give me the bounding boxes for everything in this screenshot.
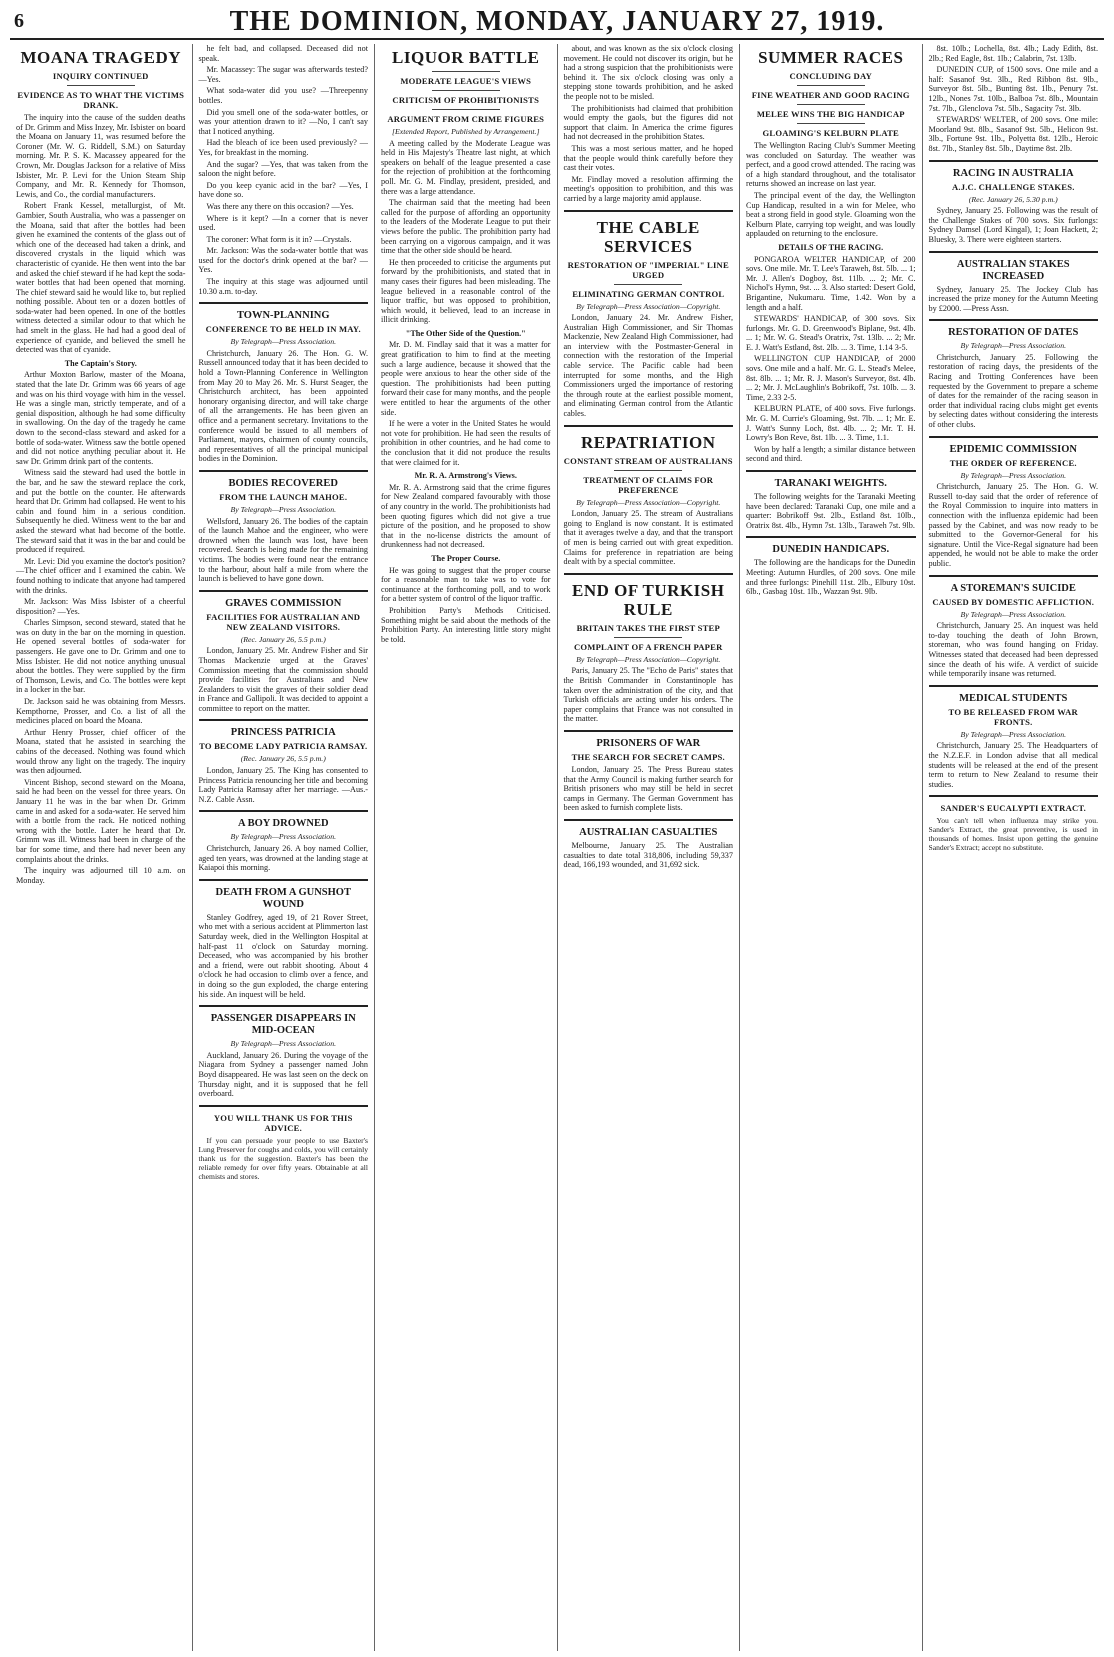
paragraph: The following are the handicaps for the Dunedin Meeting: Autumn Hurdles, of 200 sovs. One mile and three furlongs: Pinehill 11st. 2lb., Elbury 10st. 6lb., Gasbag 10st. 1lb., Wazzan 9st. 9lb. (746, 558, 916, 597)
byline: By Telegraph—Press Association. (230, 832, 337, 842)
divider (797, 104, 865, 105)
paragraph: Christchurch, January 25. An inquest was held to-day touching the death of John Brown, storeman, who was found hanging on Friday. Witnesses stated that deceased had been depressed since the death of his wife. A verdict of suicide while temporarily insane was returned. (928, 621, 1098, 679)
paragraph: The inquiry into the cause of the sudden deaths of Dr. Grimm and Miss Inzey, Mr. Isbister on board the Moana on January 11, was resumed before the Coroner (Mr. W. G. Riddell, S.M.) on Saturday morning. Mr. P. S. K. Macassey appeared for the Crown, Mr. Douglas Jackson for a relative of Miss Isbister, Mr. P. Levi for the Union Steam Ship Company, and Mr. R. Kennedy for Thomson, Lewis, and Co., the cordial manufacturers. (16, 113, 186, 199)
subhead: CONCLUDING DAY (789, 71, 872, 81)
divider (929, 251, 1099, 253)
paragraph: He then proceeded to criticise the arguments put forward by the prohibitionists, and stated that in many cases their figures had been misleading. The league believed in a reasonable control of the liquor traffic, but was opposed to prohibition, which would, it believed, lead to an increase in illicit drinking. (381, 257, 551, 325)
byline: By Telegraph—Press Association—Copyright. (576, 301, 721, 311)
paragraph: Christchurch, January 26. A boy named Collier, aged ten years, was drowned at the landing stage at Kaiapoi this morning. (198, 844, 368, 873)
headline-graves-commission: GRAVES COMMISSION (225, 597, 342, 609)
column-1 (10, 44, 193, 1651)
paragraph: 8st. 10lb.; Lochella, 8st. 4lb.; Lady Edith, 8st. 2lb.; Red Eagle, 8st. 1lb.; Calabrin, 7st. 13lb. (928, 44, 1098, 63)
divider (564, 573, 734, 575)
subhead: GLOAMING'S KELBURN PLATE (762, 128, 899, 138)
headline-boy-drowned: A BOY DROWNED (237, 818, 329, 830)
paragraph: London, January 25. The King has consented to Princess Patricia renouncing her title and becoming Lady Patricia Ramsay after her marriage. —Aus.-N.Z. Cable Assn. (198, 766, 368, 804)
subhead: BRITAIN TAKES THE FIRST STEP (576, 622, 720, 633)
headline-turkish-rule: END OF TURKISH RULE (572, 580, 725, 619)
byline: By Telegraph—Press Association. (230, 504, 337, 514)
divider (564, 730, 734, 732)
masthead (10, 4, 1104, 40)
headline-dunedin-handicaps: DUNEDIN HANDICAPS. (772, 544, 890, 556)
divider (614, 284, 682, 285)
divider (929, 436, 1099, 438)
subhead: ELIMINATING GERMAN CONTROL (572, 288, 725, 299)
subhead: COMPLAINT OF A FRENCH PAPER (574, 641, 723, 652)
paragraph: Paris, January 25. The "Echo de Paris" states that the British Commander in Constantinople has taken over the administration of the city, and that Turkish officials are acting under his orders. The paper complains that France was not consulted in the matter. (563, 666, 733, 724)
paragraph: Charles Simpson, second steward, stated that he was on duty in the bar on the morning in question. He opened several bottles of soda-water for passengers. He gave one to Dr. Grimm and one to Miss Isbister. He did not notice anything unusual about the bottles. They were supplied by the firm of Thomson, Lewis, and Co. The bottles were kept in a locker in the bar. (16, 618, 186, 695)
paragraph: Mr. D. M. Findlay said that it was a matter for great gratification to him to find at the meeting such a large audience, because it showed that the people were anxious to hear the other side of the question. The prohibitionists had been putting forward their case for many months, and the people were entitled to hear the arguments of the other side. (381, 340, 551, 417)
paragraph: London, January 25. Mr. Andrew Fisher and Sir Thomas Mackenzie urged at the Graves' Commission meeting that the commission should provide facilities for Australians and New Zealanders to visit the graves of their soldier dead in France and Gallipoli. It was decided to appoint a committee to report on the matter. (198, 646, 368, 713)
paragraph: London, January 25. The Press Bureau states that the Army Council is making further search for British prisoners who may still be held in secret camps in Germany. The German Government has been asked to furnish complete lists. (563, 764, 733, 813)
subhead: CONFERENCE TO BE HELD IN MAY. (205, 324, 361, 335)
divider (746, 536, 916, 538)
divider (929, 160, 1099, 162)
headline-stakes-increased: AUSTRALIAN STAKES INCREASED (956, 258, 1070, 282)
headline-medical-students: MEDICAL STUDENTS (959, 692, 1068, 704)
headline-epidemic-commission: EPIDEMIC COMMISSION (949, 443, 1077, 455)
newspaper-columns (10, 44, 1104, 1651)
paragraph: he felt bad, and collapsed. Deceased did not speak. (198, 44, 368, 63)
divider (746, 470, 916, 472)
divider (199, 719, 369, 721)
paragraph: Mr. R. A. Armstrong said that the crime figures for New Zealand compared favourably with those of any country in the world. The prohibitionists had been quoting figures which did not give a true picture of the position, and he proposed to show that in the no-license districts the amount of drunkenness had not decreased. (381, 482, 551, 550)
divider (929, 575, 1099, 577)
inline-subhead: "The Other Side of the Question." (405, 328, 526, 338)
subhead: TO BE RELEASED FROM WAR FRONTS. (948, 706, 1078, 727)
subhead: FACILITIES FOR AUSTRALIAN AND NEW ZEALAND VISITORS. (206, 611, 361, 632)
byline: By Telegraph—Press Association. (960, 609, 1067, 619)
inline-subhead: The Proper Course. (431, 553, 501, 563)
headline-taranaki-weights: TARANAKI WEIGHTS. (774, 478, 887, 489)
divider (67, 85, 135, 86)
paragraph: Christchurch, January 25. The Headquarters of the N.Z.E.F. in London advise that all medical students will be released at the end of the present term to return to New Zealand to resume their studies. (928, 741, 1098, 789)
paragraph: A meeting called by the Moderate League was held in His Majesty's Theatre last night, at which speakers on behalf of the league presented a case for the rejection of prohibition at the forthcoming poll. Mr. G. M. Findlay, president, presided, and there was a large attendance. (381, 138, 551, 196)
headline-bodies-recovered: BODIES RECOVERED (228, 477, 338, 489)
headline-moana-tragedy: MOANA TRAGEDY (20, 48, 182, 67)
column-2 (193, 44, 376, 1651)
column-3 (375, 44, 558, 1651)
divider (199, 879, 369, 881)
divider (929, 795, 1099, 797)
byline: (Rec. January 26, 5.30 p.m.) (968, 194, 1058, 204)
paragraph: STEWARDS' WELTER, of 200 sovs. One mile: Moorland 9st. 8lb., Sasanof 9st. 5lb., Helicon 9st. 3lb., Fortune 9st. 1lb., Polyetta 8st. 12lb., Heroic 8st. 7lb., Stanley 8st. 5lb., Daytime 8st. 2lb. (928, 115, 1098, 153)
divider (564, 425, 734, 427)
subhead: ARGUMENT FROM CRIME FIGURES (387, 114, 545, 124)
paragraph: This was a most serious matter, and he hoped that the people would think carefully before they cast their votes. (563, 143, 733, 173)
subhead: THE ORDER OF REFERENCE. (949, 457, 1077, 468)
paragraph: Won by half a length; a similar distance between second and third. (746, 444, 916, 464)
paragraph: The coroner: What form is it in? —Crystals. (206, 234, 352, 244)
advertisement-heading: SANDER'S EUCALYPTI EXTRACT. (940, 803, 1087, 814)
byline: By Telegraph—Press Association. (960, 470, 1067, 480)
divider (564, 210, 734, 212)
paragraph: Mr. Macassey: The sugar was afterwards tested? —Yes. (198, 65, 368, 84)
paragraph: Mr. Jackson: Was Miss Isbister of a cheerful disposition? —Yes. (16, 597, 186, 616)
column-6 (923, 44, 1105, 1651)
subhead: TO BECOME LADY PATRICIA RAMSAY. (199, 741, 368, 752)
subhead: CAUSED BY DOMESTIC AFFLICTION. (932, 596, 1095, 607)
divider (797, 85, 865, 86)
headline-storemans-suicide: A STOREMAN'S SUICIDE (950, 582, 1076, 594)
byline: By Telegraph—Press Association—Copyright. (576, 497, 721, 507)
headline-restoration-of-dates: RESTORATION OF DATES (948, 327, 1079, 339)
subhead: A.J.C. CHALLENGE STAKES. (951, 181, 1075, 192)
headline-racing-in-australia: RACING IN AUSTRALIA (952, 167, 1074, 179)
paragraph: KELBURN PLATE, of 400 sovs. Five furlongs. Mr. G. M. Currie's Gloaming, 9st. 7lb. ... 1; Mr. E. J. Watt's Sunny Loch, 8st. 4lb. ... 2; Mr. T. H. Lowry's Bon Reve, 8st. 1lb. ... 3. Time, 1.1. (746, 404, 916, 443)
paragraph: Auckland, January 26. During the voyage of the Niagara from Sydney a passenger named John Boyd disappeared. He was last seen on the deck on Thursday night, and it is supposed that he fell overboard. (198, 1050, 368, 1099)
byline: By Telegraph—Press Association. (230, 337, 337, 347)
paragraph: The chairman said that the meeting had been called for the purpose of affording an opportunity to the leaders of the Moderate League to put their views before the public. The prohibition party had been carrying on a vigorous campaign, and it was time that the other side should be heard. (381, 198, 551, 256)
paragraph: Where is it kept? —In a corner that is never used. (198, 213, 368, 233)
byline: By Telegraph—Press Association—Copyright. (576, 654, 721, 664)
paragraph: STEWARDS' HANDICAP, of 300 sovs. Six furlongs. Mr. G. D. Greenwood's Biplane, 9st. 4lb. ... 1; Mr. W. G. Stead's Oratrix, 7st. 13lb. ... 2; Mr. E. J. Watt's Estland, 8st. 2lb. ... 3. Time, 1.14 3-5. (746, 314, 916, 352)
headline-liquor-battle: LIQUOR BATTLE (392, 48, 540, 67)
paragraph: Did you smell one of the soda-water bottles, or was your attention drawn to it? —No, I can't say that I noticed anything. (198, 107, 368, 136)
paragraph: Do you keep cyanic acid in the bar? —Yes, I have done so. (198, 180, 368, 200)
newspaper-title: THE DOMINION, MONDAY, JANUARY 27, 1919. (229, 6, 885, 37)
advertisement-heading: YOU WILL THANK US FOR THIS ADVICE. (213, 1112, 353, 1133)
subhead: MODERATE LEAGUE'S VIEWS (400, 76, 532, 86)
subhead: FINE WEATHER AND GOOD RACING (751, 90, 910, 100)
paragraph: Christchurch, January 25. The Hon. G. W. Russell to-day said that the order of reference of the Royal Commission to inquire into matters in connection with the influenza epidemic had been passed by the Cabinet, and was now ready to be submitted to the Governor-General for his signature. Until the Vice-Regal signature had been appended, he would not be able to make the order public. (928, 482, 1098, 568)
subhead: TREATMENT OF CLAIMS FOR PREFERENCE (583, 474, 714, 495)
paragraph: Sydney, January 25. Following was the result of the Challenge Stakes of 700 sovs. Six furlongs: Sydney Damsel (Lord Kingal), 1; Joan Hackett, 2; Bluesky, 3. There were eighteen starters. (928, 206, 1098, 244)
divider (199, 590, 369, 592)
paragraph: Christchurch, January 26. The Hon. G. W. Russell announced today that it has been decided to hold a Town-Planning Conference in Wellington from May 20 to May 26. Mr. S. Hurst Seager, the Christchurch architect, has been appointed honorary organising director, and will take charge of all the arrangements. He has been given an office and a permanent secretary. Invitations to the conference would be issued to all members of Parliament, mayors, chairmen of county councils, and representatives of all the principal municipal bodies in the Dominion. (198, 348, 368, 464)
paragraph: London, January 24. Mr. Andrew Fisher, Australian High Commissioner, and Sir Thomas Mackenzie, New Zealand High Commissioner, had an interview with the Postmaster-General in connection with the restoration of the Imperial cable service. The Pacific cable had been interrupted for some months, and the High Commissioners urged the importance of restoring the through route at the earliest possible moment, and eliminating German control from the Atlantic cables. (563, 313, 733, 419)
paragraph: Robert Frank Kessel, metallurgist, of Mt. Gambier, South Australia, who was a passenger on the Moana, said that after the bottles had been given he examined the contents of the glass out of which one of the deceased had taken a drink, and discovered crystals in the liquid which was characteristic of cyanide. He then went into the bar and asked the chief steward if he had kept the soda-water bottles that had been opened that morning. The chief steward said he would like to, but replied nothing possible. About ten or a dozen bottles of soda-water had been opened. In one of the bottles witness detected a similar odour to that which he had smelt in the glass. He had had a good deal of experience of cyanide, and believed the smell he detected was that of cyanide. (16, 201, 186, 355)
paragraph: He was going to suggest that the proper course for a reasonable man to take was to vote for continuance at the forthcoming poll, and to work for a better system of control of the liquor traffic. (381, 565, 551, 604)
paragraph: The prohibitionists had claimed that prohibition would empty the gaols, but the figures did not support that claim. In America the crime figures had not decreased in the prohibition States. (563, 103, 733, 142)
paragraph: about, and was known as the six o'clock closing movement. He could not discover its origin, but he had a strong suspicion that the prohibitionists were behind it. The six o'clock closing was only a stepping stone towards prohibition, and he asked the people not to be misled. (563, 44, 733, 101)
headline-gunshot-death: DEATH FROM A GUNSHOT WOUND (215, 886, 351, 910)
subhead: FROM THE LAUNCH MAHOE. (219, 491, 348, 502)
divider (797, 123, 865, 124)
headline-town-planning: TOWN-PLANNING (236, 310, 330, 322)
headline-prisoners-of-war: PRISONERS OF WAR (596, 737, 701, 749)
paragraph: Mr. Findlay moved a resolution affirming the meeting's opposition to prohibition, and this was carried by a large majority amid applause. (563, 174, 733, 203)
advertisement-text: You can't tell when influenza may strike you. Sander's Extract, the great preventive, is used in thousands of homes. Insist upon getting the genuine Sander's Extract; accept no substitute. (928, 816, 1098, 853)
byline: By Telegraph—Press Association. (960, 729, 1067, 739)
editorial-note: [Extended Report, Published by Arrangement.] (391, 127, 540, 136)
column-4 (558, 44, 741, 1651)
inline-subhead: DETAILS OF THE RACING. (778, 242, 884, 252)
paragraph: And the sugar? —Yes, that was taken from the saloon the night before. (198, 159, 368, 179)
paragraph: PONGAROA WELTER HANDICAP, of 200 sovs. One mile. Mr. T. Lee's Taraweh, 8st. 5lb. ... 1; Mr. J. Allen's Dogboy, 8st. 11lb. ... 2; Mr. C. Nichol's Hymn, 9st. ... 3. Also started: Desert Gold, Brigantine, Nukumaru. Time, 1.42. Won by a length and a half. (746, 254, 916, 312)
divider (929, 319, 1099, 321)
paragraph: The following weights for the Taranaki Meeting have been declared: Taranaki Cup, one mile and a quarter: Bobrikoff 9st. 2lb., Estland 8st. 10lb., Oratrix 8st. 4lb., Hymn 7st. 13lb., Taraweh 7st. 9lb. (746, 492, 916, 530)
subhead: CONSTANT STREAM OF AUSTRALIANS (563, 455, 733, 466)
inline-subhead: The Captain's Story. (64, 358, 137, 368)
subhead: RESTORATION OF "IMPERIAL" LINE URGED (567, 259, 729, 280)
advertisement-text: If you can persuade your people to use Baxter's Lung Preserver for coughs and colds, you will certainly thank us for the suggestion. Baxter's has been the reliable remedy for over fifty years. Obtainable at all chemists and stores. (198, 1135, 368, 1181)
page-number: 6 (14, 10, 24, 32)
byline: By Telegraph—Press Association. (230, 1039, 337, 1049)
subhead: MELEE WINS THE BIG HANDICAP (756, 109, 905, 119)
inline-subhead: Mr. R. A. Armstrong's Views. (414, 471, 517, 481)
paragraph: Arthur Henry Prosser, chief officer of the Moana, stated that he assisted in searching the cabins of the deceased. Nothing was found which would throw any light on the tragedy. The inquiry was then adjourned. (16, 727, 186, 776)
paragraph: Melbourne, January 25. The Australian casualties to date total 318,806, including 59,337 dead, 166,193 wounded, and 31,692 sick. (563, 840, 733, 870)
divider (432, 71, 500, 72)
byline: (Rec. January 26, 5.5 p.m.) (240, 634, 326, 644)
subhead: CRITICISM OF PROHIBITIONISTS (392, 95, 540, 105)
paragraph: If he were a voter in the United States he would not vote for prohibition. He had seen the results of prohibition in other countries, and he had come to the conclusion that it did not produce the results that were claimed for it. (381, 419, 551, 467)
headline-passenger-disappears: PASSENGER DISAPPEARS IN MID-OCEAN (210, 1013, 356, 1037)
paragraph: Arthur Moxton Barlow, master of the Moana, stated that the late Dr. Grimm was 66 years of age and was on his third voyage with him in the vessel. He was a single man, strictly temperate, and of a genial disposition, although he had some difficulty in swallowing. On the day of the tragedy he came down to the second-class steward and asked for a bottle of soda-water. Witness saw the bottle opened and did not notice anything peculiar about it. He saw Dr. Grimm drink part of the contents. (16, 370, 186, 466)
divider (199, 1105, 369, 1107)
paragraph: Christchurch, January 25. Following the restoration of racing days, the presidents of the Racing and Trotting Conferences have been requested by the Government to prepare a scheme of dates for the remainder of the racing season in order that individual racing clubs might get events by selecting dates without considering the interests of other clubs. (928, 352, 1098, 430)
paragraph: London, January 25. The stream of Australians going to England is now constant. It is estimated that it averages twelve a day, and that the transport of men is being carried out with great expedition. Claims for preference in repatriation are being dealt with by a special committee. (563, 509, 733, 567)
headline-australian-casualties: AUSTRALIAN CASUALTIES (579, 826, 718, 838)
paragraph: Witness said the steward had used the bottle in the bar, and he saw the steward replace the cork, and put the bottle on the counter. He afterwards heard that Dr. Grimm had collapsed. He went to his cabin and found him in a serious condition. Subsequently he died. Witness went to the bar and asked the steward what had become of the bottle. The steward said that it was in the bar and could be produced if required. (16, 468, 186, 555)
subhead: INQUIRY CONTINUED (52, 71, 149, 81)
paragraph: Mr. Levi: Did you examine the doctor's position? —The chief officer and I examined the cabin. We found nothing to indicate that anyone had tampered with the drinks. (16, 556, 186, 595)
headline-cable-services: THE CABLE SERVICES (596, 217, 700, 256)
subhead: THE SEARCH FOR SECRET CAMPS. (571, 751, 725, 762)
divider (432, 109, 500, 110)
divider (199, 470, 369, 472)
paragraph: The inquiry was adjourned till 10 a.m. on Monday. (16, 866, 186, 885)
divider (432, 90, 500, 91)
divider (614, 637, 682, 638)
divider (199, 810, 369, 812)
divider (929, 685, 1099, 687)
paragraph: The Wellington Racing Club's Summer Meeting was concluded on Saturday. The weather was perfect, and a good crowd attended. The racing was of a high standard throughout, and the totalisator returns showed an increase on last year. (746, 141, 916, 189)
headline-princess-patricia: PRINCESS PATRICIA (230, 727, 336, 739)
divider (199, 302, 369, 304)
paragraph: DUNEDIN CUP, of 1500 sovs. One mile and a half: Sasanof 9st. 3lb., Red Ribbon 8st. 9lb., Surveyor 8st. 5lb., Bunting 8st. 1lb., Penury 7st. 12lb., Nones 7st. 10lb., Balboa 7st. 8lb., Mountain 7st. 7lb., Glenclova 7st. 5lb., Sagacity 7st. 3lb. (928, 65, 1098, 113)
paragraph: Prohibition Party's Methods Criticised. Something might be said about the methods of the Prohibition Party. An interesting little story might be told. (381, 605, 551, 644)
paragraph: Had the bleach of ice been used previously? —Yes, for breakfast in the morning. (198, 138, 368, 157)
paragraph: WELLINGTON CUP HANDICAP, of 2000 sovs. One mile and a half. Mr. G. L. Stead's Melee, 8st. 8lb. ... 1; Mr. R. J. Mason's Surveyor, 8st. 4lb. ... 2; Mr. J. McLaughlin's Bobrikoff, 7st. 10lb. ... 3. Time, 2.33 2-5. (746, 354, 916, 402)
paragraph: The principal event of the day, the Wellington Cup Handicap, resulted in a win for Melee, who beat a strong field in good style. Gloaming won the Kelburn Plate, carrying top weight, and was loudly applauded on returning to the enclosure. (746, 190, 916, 239)
divider (199, 1005, 369, 1007)
divider (564, 819, 734, 821)
paragraph: Mr. Jackson: Was the soda-water bottle that was used for the doctor's drink opened at the bar? —Yes. (198, 246, 368, 275)
paragraph: Was there any there on this occasion? —Yes. (206, 201, 354, 211)
divider (614, 470, 682, 471)
paragraph: What soda-water did you use? —Threepenny bottles. (198, 86, 368, 105)
paragraph: Wellsford, January 26. The bodies of the captain of the launch Mahoe and the engineer, who were drowned when the launch was lost, have been recovered. Search is being made for the remaining victims. The bodies were found near the entrance to the harbour, about half a mile from where the launch is believed to have gone down. (198, 516, 368, 584)
subhead: EVIDENCE AS TO WHAT THE VICTIMS DRANK. (17, 90, 185, 110)
paragraph: The inquiry at this stage was adjourned until 10.30 a.m. to-day. (198, 277, 368, 296)
headline-summer-races: SUMMER RACES (758, 48, 904, 67)
paragraph: Dr. Jackson said he was obtaining from Messrs. Kempthorne, Prosser, and Co. a list of all the medicines placed on board the Moana. (16, 697, 186, 726)
byline: By Telegraph—Press Association. (960, 341, 1067, 351)
column-5 (740, 44, 923, 1651)
paragraph: Sydney, January 25. The Jockey Club has increased the prize money for the Autumn Meeting by £2000. —Press Assn. (928, 284, 1098, 313)
byline: (Rec. January 26, 5.5 p.m.) (240, 754, 326, 764)
headline-repatriation: REPATRIATION (581, 432, 716, 452)
paragraph: Vincent Bishop, second steward on the Moana, said he had been on the vessel for three years. On January 11 he was in the bar when Dr. Grimm came in and asked for a soda-water. He served him with a bottle from the rack. He noticed nothing wrong with the bottle. Later he heard that Dr. Grimm was ill. Witness had been in charge of the bar for some time, and there had never been any complaints about the drinks. (16, 777, 186, 864)
paragraph: Stanley Godfrey, aged 19, of 21 Rover Street, who met with a serious accident at Plimmerton last Saturday week, died in the Wellington Hospital at half-past 11 o'clock on Saturday morning. Deceased, who was accompanied by his brother and a friend, were out rabbit shooting. About 4 o'clock he had occasion to climb over a fence, and in doing so the gun exploded, the charge entering his side. An inquest will be held. (198, 912, 368, 999)
